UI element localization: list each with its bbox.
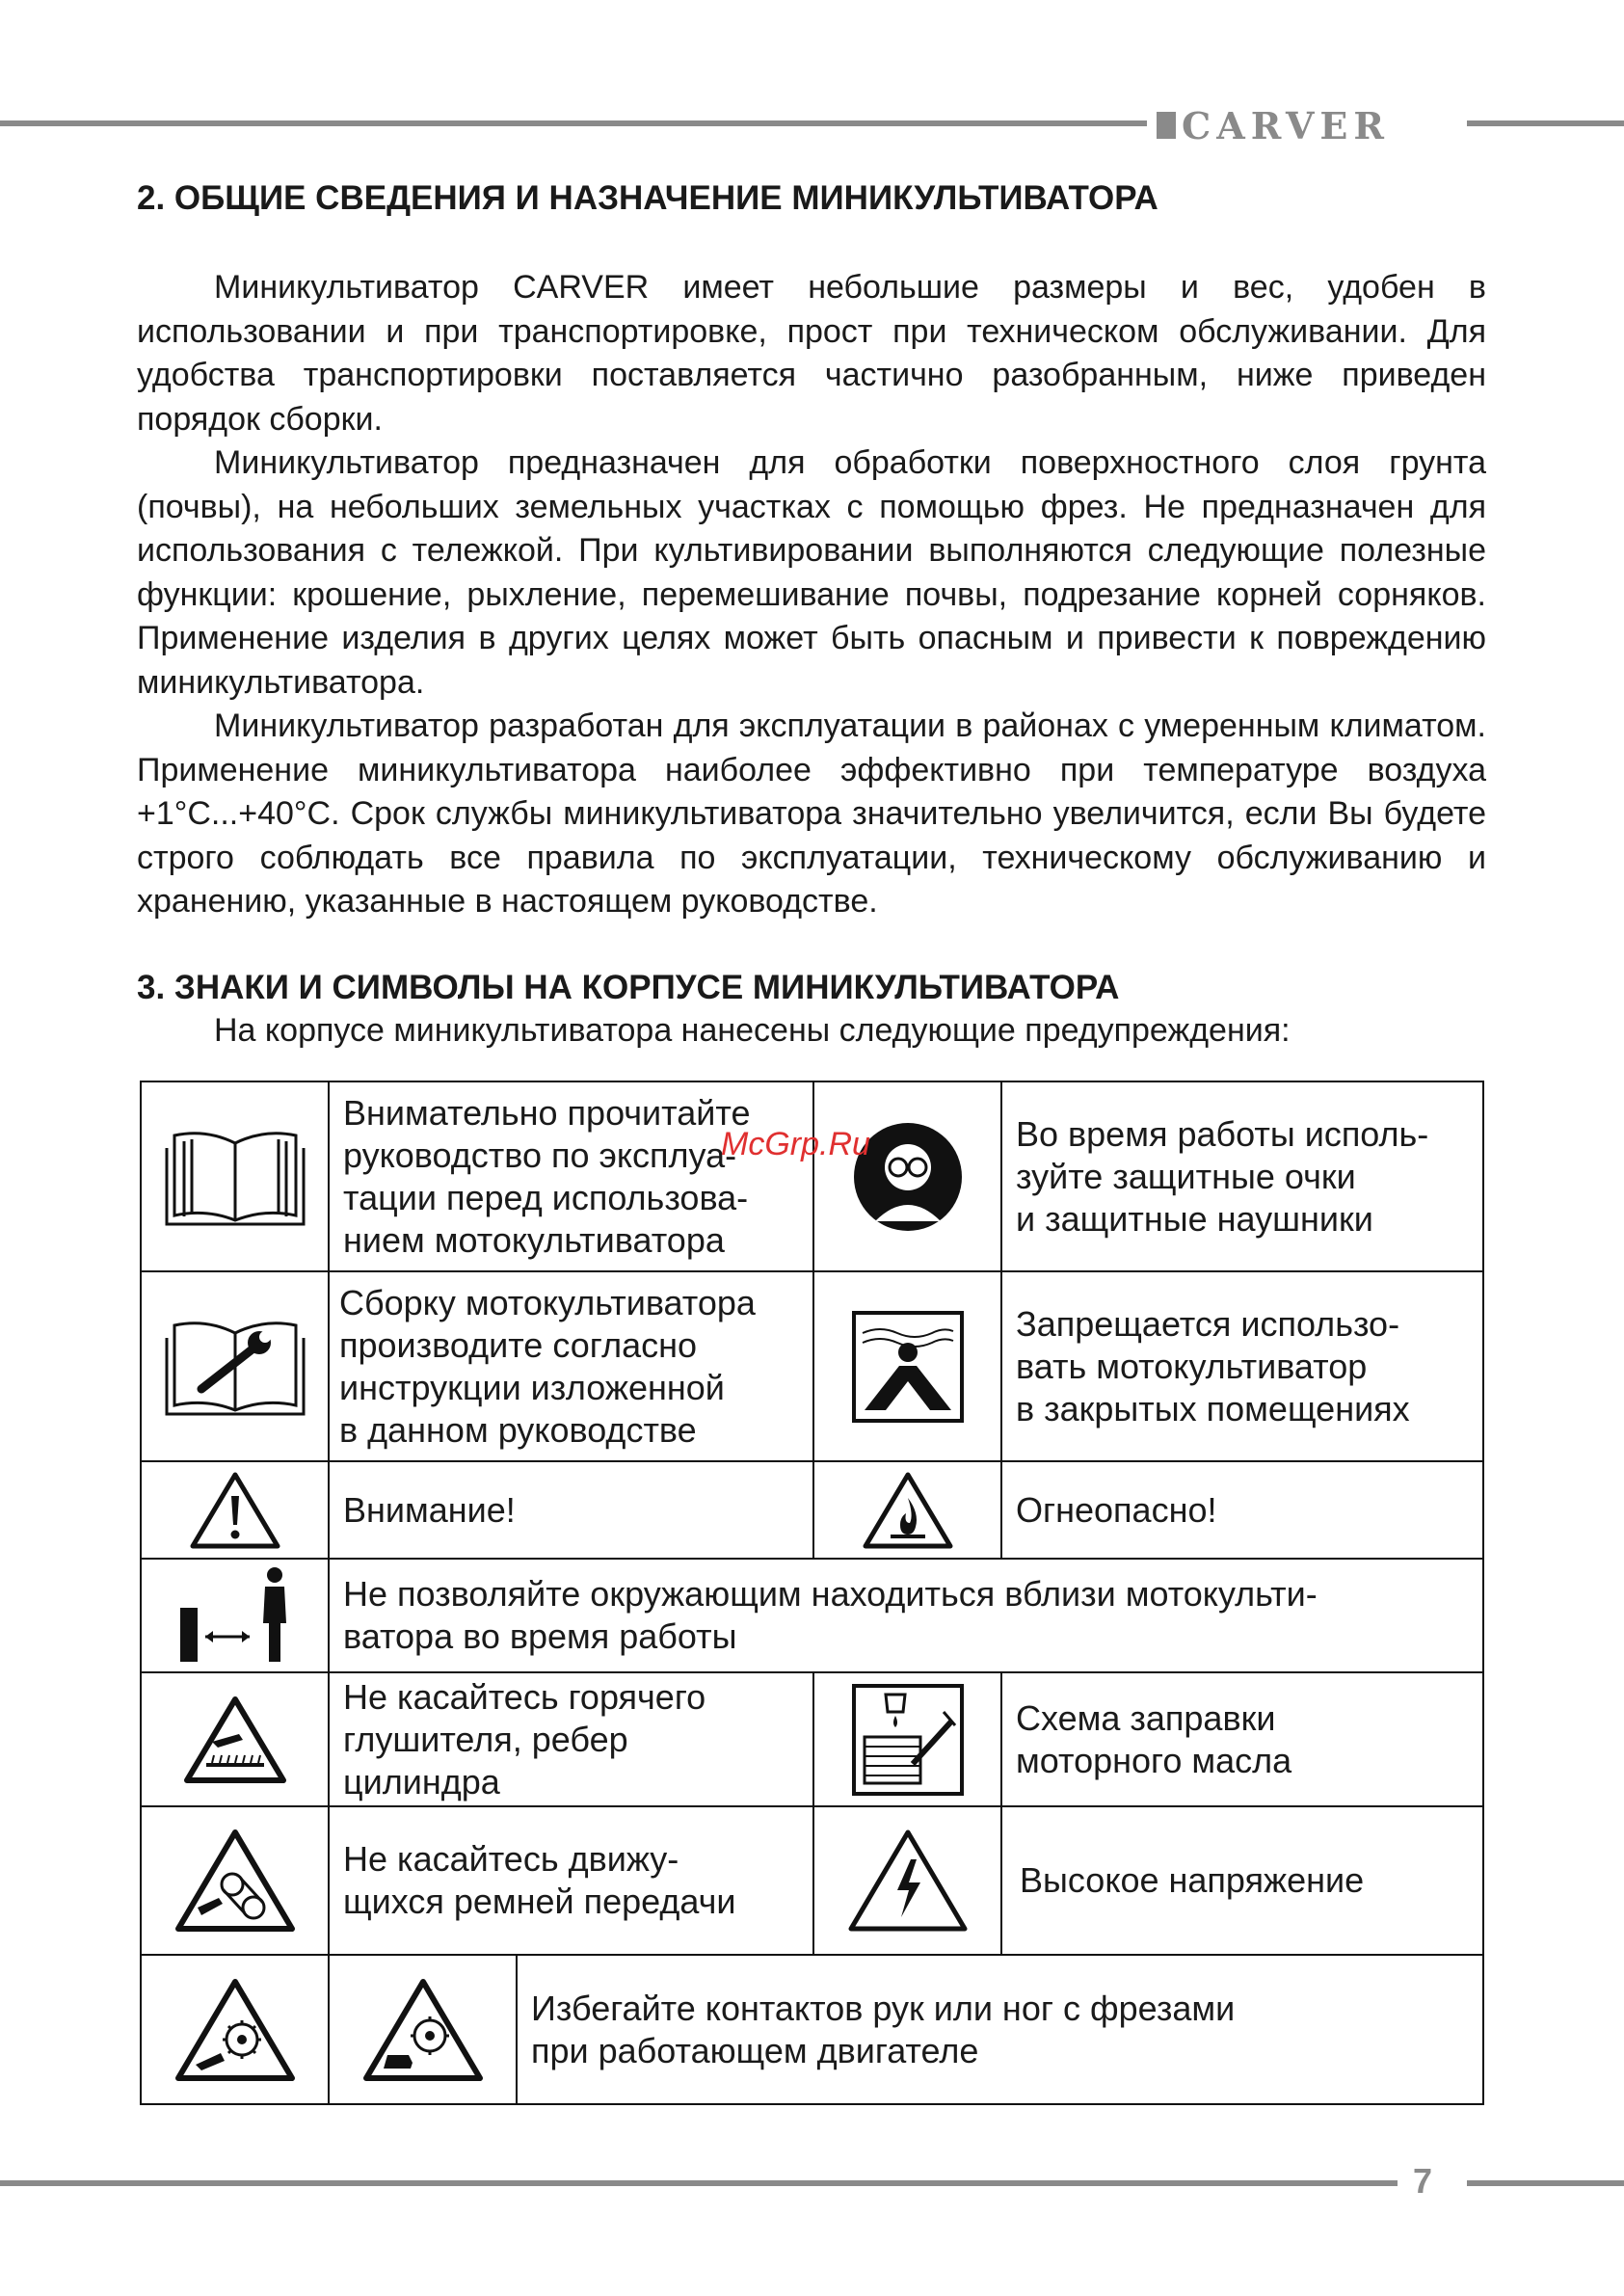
indoor-label: Запрещается использо- вать мотокультиватор в закрытых помещениях bbox=[1016, 1303, 1410, 1428]
flammable-icon bbox=[862, 1471, 954, 1550]
sign-text-tines bbox=[518, 1956, 1484, 2103]
footer-rule-right bbox=[1467, 2180, 1624, 2186]
assembly-label: Сборку мотокультиватора производите согласно инструкции изложенной в данном руководстве bbox=[339, 1282, 756, 1450]
tines-hand-icon bbox=[173, 1976, 298, 2084]
high-voltage-icon bbox=[845, 1827, 971, 1935]
header-rule-right bbox=[1467, 120, 1624, 126]
paragraph-1: Миникультиватор CARVER имеет небольшие размеры и вес, удобен в использовании и при транспортировке, прост при техническом обслуживании. Для удобства транспортировки поставляется частично разобранным, ниже приведен порядок сборки. bbox=[137, 269, 1486, 438]
goggles-label: Во время работы исполь- зуйте защитные очки и защитные наушники bbox=[1016, 1113, 1429, 1239]
tines-label: Избегайте контактов рук или ног с фрезами при работающем двигателе bbox=[531, 1988, 1236, 2070]
sign-cell-attention bbox=[142, 1462, 330, 1560]
voltage-label: Высокое напряжение bbox=[1020, 1860, 1365, 1900]
section-3-intro: На корпусе миникультиватора нанесены следующие предупреждения: bbox=[214, 1012, 1291, 1049]
sign-cell-belt bbox=[142, 1807, 330, 1956]
sign-text-read-manual bbox=[330, 1082, 814, 1272]
sign-text-assembly bbox=[330, 1272, 814, 1462]
fire-label: Огнеопасно! bbox=[1016, 1489, 1217, 1530]
distance-label: Не позволяйте окружающим находиться вблизи мотокульти- ватора во время работы bbox=[343, 1574, 1318, 1656]
sign-cell-distance bbox=[142, 1560, 330, 1673]
sign-cell-oil bbox=[814, 1673, 1002, 1807]
sign-cell-read-manual bbox=[142, 1082, 330, 1272]
sign-cell-tines-hand bbox=[142, 1956, 330, 2103]
hot-surface-icon bbox=[183, 1695, 287, 1784]
sign-cell-tines-foot bbox=[330, 1956, 518, 2103]
page-number: 7 bbox=[1413, 2161, 1433, 2201]
sign-cell-indoor bbox=[814, 1272, 1002, 1462]
oil-fill-icon bbox=[851, 1683, 965, 1797]
keep-distance-icon bbox=[173, 1565, 298, 1666]
sign-text-voltage bbox=[1002, 1807, 1484, 1956]
footer-rule-left bbox=[0, 2180, 1398, 2186]
header-rule-left bbox=[0, 120, 1147, 126]
belt-label: Не касайтесь движу- щихся ремней передачи bbox=[343, 1839, 736, 1921]
read-manual-label: Внимательно прочитайте руководство по эксплуа- тации перед использова- нием мотокультиватора bbox=[343, 1092, 751, 1260]
sign-text-fire bbox=[1002, 1462, 1484, 1560]
warning-triangle-icon bbox=[189, 1471, 281, 1550]
sign-text-hot bbox=[330, 1673, 814, 1807]
section-3-title: 3. ЗНАКИ И СИМВОЛЫ НА КОРПУСЕ МИНИКУЛЬТИВАТОРА bbox=[137, 969, 1120, 1006]
signs-table bbox=[140, 1081, 1484, 2105]
brand-mark-icon bbox=[1157, 112, 1176, 139]
sign-text-goggles bbox=[1002, 1082, 1484, 1272]
tines-foot-icon bbox=[360, 1976, 486, 2084]
paragraph-2: Миникультиватор предназначен для обработки поверхностного слоя грунта (почвы), на небольших земельных участках с помощью фрез. Не предназначен для использования с тележкой. При культивировании выполняются следующие полезные функции: крошение, рыхление, перемешивание почвы, подрезание корней сорняков. Применение изделия в других целях может быть опасным и привести к повреждению миникультиватора. bbox=[137, 444, 1486, 701]
section-2-title: 2. ОБЩИЕ СВЕДЕНИЯ И НАЗНАЧЕНИЕ МИНИКУЛЬТИВАТОРА bbox=[137, 179, 1158, 217]
brand-name: CARVER bbox=[1182, 103, 1390, 147]
sign-cell-fire bbox=[814, 1462, 1002, 1560]
watermark: McGrp.Ru bbox=[721, 1126, 870, 1162]
sign-cell-assembly bbox=[142, 1272, 330, 1462]
sign-text-belt bbox=[330, 1807, 814, 1956]
sign-cell-hot bbox=[142, 1673, 330, 1807]
hot-label: Не касайтесь горячего глушителя, ребер цилиндра bbox=[343, 1676, 706, 1802]
sign-text-attention bbox=[330, 1462, 814, 1560]
attention-label: Внимание! bbox=[343, 1489, 516, 1530]
sign-cell-voltage bbox=[814, 1807, 1002, 1956]
sign-text-indoor bbox=[1002, 1272, 1484, 1462]
moving-belt-icon bbox=[173, 1827, 298, 1935]
oil-label: Схема заправки моторного масла bbox=[1016, 1697, 1292, 1780]
wrench-book-icon bbox=[163, 1314, 307, 1420]
paragraph-3: Миникультиватор разработан для эксплуатации в районах с умеренным климатом. Применение миникультиватора наиболее эффективно при температуре воздуха +1°С...+40°С. Срок службы миникультиватора значительно увеличится, если Вы будете строго соблюдать все правила по эксплуатации, техническому обслуживанию и хранению, указанные в настоящем руководстве. bbox=[137, 707, 1486, 920]
sign-text-distance bbox=[330, 1560, 1484, 1673]
sign-cell-goggles bbox=[814, 1082, 1002, 1272]
sign-text-oil bbox=[1002, 1673, 1484, 1807]
section-2-body bbox=[137, 266, 1486, 924]
brand-logo bbox=[1157, 104, 1455, 147]
open-book-icon bbox=[163, 1124, 307, 1230]
no-indoor-use-icon bbox=[851, 1310, 965, 1424]
